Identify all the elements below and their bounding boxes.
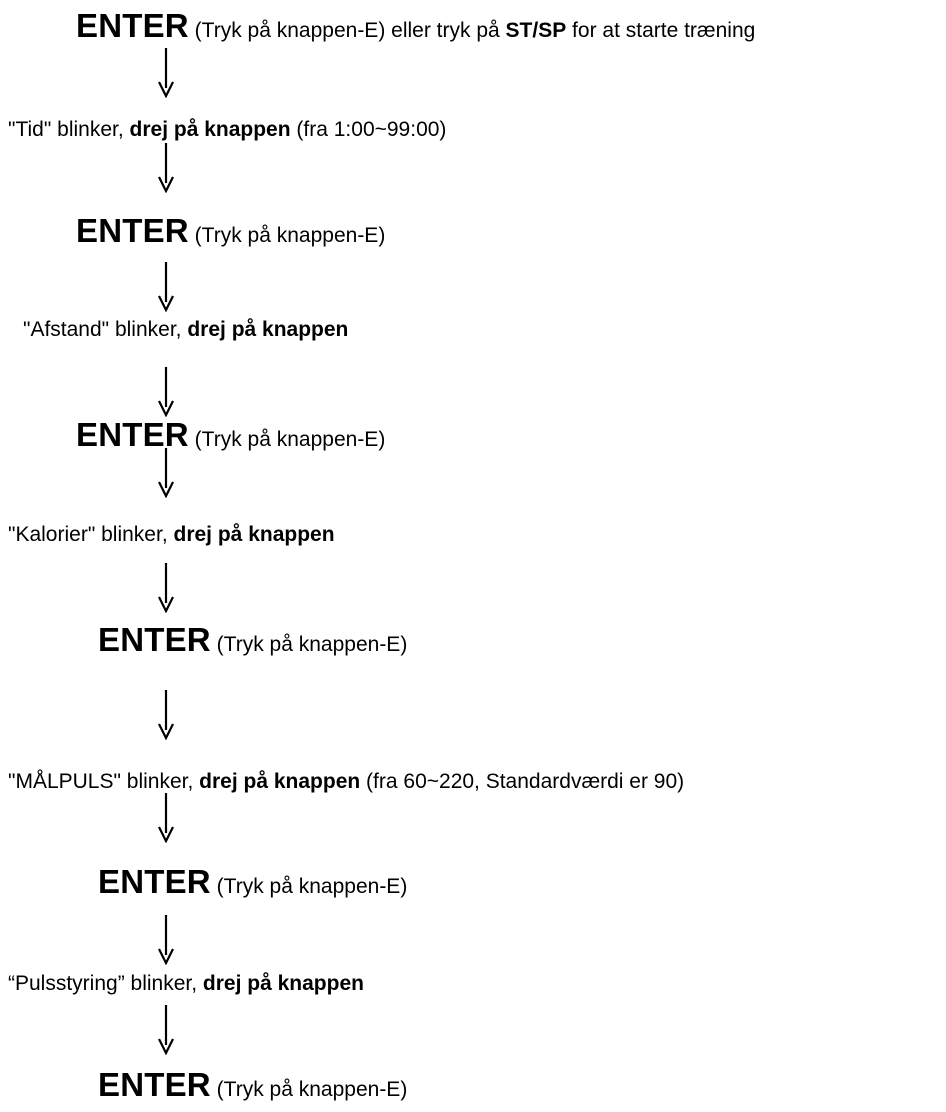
enter-key-label: ENTER bbox=[76, 7, 189, 44]
enter-instruction: (Tryk på knappen-E) bbox=[188, 224, 386, 247]
flow-step-enter-start bbox=[76, 9, 755, 42]
down-arrow-icon bbox=[157, 915, 175, 965]
enter-instruction: (Tryk på knappen-E) bbox=[210, 1078, 408, 1101]
slash-separator: / bbox=[532, 19, 539, 42]
step-quoted-label: "Tid" bbox=[8, 118, 52, 141]
enter-key-label: ENTER bbox=[76, 416, 189, 453]
enter-instruction: (Tryk på knappen-E) bbox=[210, 633, 408, 656]
down-arrow-icon bbox=[157, 448, 175, 498]
flow-step-enter bbox=[76, 418, 385, 451]
step-text: blinker, bbox=[51, 118, 130, 141]
flow-step-malpuls bbox=[8, 771, 684, 792]
step-action: drej på knappen bbox=[129, 118, 291, 141]
flow-step-enter bbox=[76, 214, 385, 247]
flow-step-afstand bbox=[23, 319, 348, 340]
flow-step-enter bbox=[98, 865, 407, 898]
enter-key-label: ENTER bbox=[76, 212, 189, 249]
down-arrow-icon bbox=[157, 563, 175, 613]
step-quoted-label: “Pulsstyring” bbox=[8, 972, 125, 995]
enter-instruction: (Tryk på knappen-E) bbox=[210, 875, 408, 898]
flow-step-tid bbox=[8, 119, 446, 140]
step-note: (fra 60~220, Standardværdi er 90) bbox=[360, 770, 685, 793]
down-arrow-icon bbox=[157, 793, 175, 843]
flow-step-pulsstyring bbox=[8, 973, 364, 994]
step-quoted-label: "MÅLPULS" bbox=[8, 770, 121, 793]
sp-key-label: SP bbox=[538, 19, 567, 42]
step-text: blinker, bbox=[120, 770, 200, 793]
step-action: drej på knappen bbox=[199, 770, 361, 793]
enter-key-label: ENTER bbox=[98, 621, 211, 658]
enter-instruction: (Tryk på knappen-E) bbox=[188, 428, 386, 451]
step-note: (fra 1:00~99:00) bbox=[290, 118, 447, 141]
step-text: blinker, bbox=[95, 523, 174, 546]
step-text: blinker, bbox=[124, 972, 203, 995]
down-arrow-icon bbox=[157, 48, 175, 98]
st-key-label: ST bbox=[505, 19, 533, 42]
enter-key-label: ENTER bbox=[98, 1066, 211, 1103]
flow-step-kalorier bbox=[8, 524, 335, 545]
step-quoted-label: "Afstand" bbox=[23, 318, 110, 341]
down-arrow-icon bbox=[157, 1005, 175, 1055]
enter-key-label: ENTER bbox=[98, 863, 211, 900]
step-action: drej på knappen bbox=[202, 972, 364, 995]
step-action: drej på knappen bbox=[173, 523, 335, 546]
flow-step-enter bbox=[98, 623, 407, 656]
down-arrow-icon bbox=[157, 143, 175, 193]
enter-instruction: (Tryk på knappen-E) eller tryk på bbox=[188, 19, 506, 42]
enter-instruction-tail: for at starte træning bbox=[566, 19, 756, 42]
down-arrow-icon bbox=[157, 262, 175, 312]
down-arrow-icon bbox=[157, 690, 175, 740]
step-quoted-label: "Kalorier" bbox=[8, 523, 96, 546]
step-text: blinker, bbox=[109, 318, 188, 341]
flow-step-enter-final bbox=[98, 1068, 407, 1101]
down-arrow-icon bbox=[157, 367, 175, 417]
step-action: drej på knappen bbox=[187, 318, 349, 341]
